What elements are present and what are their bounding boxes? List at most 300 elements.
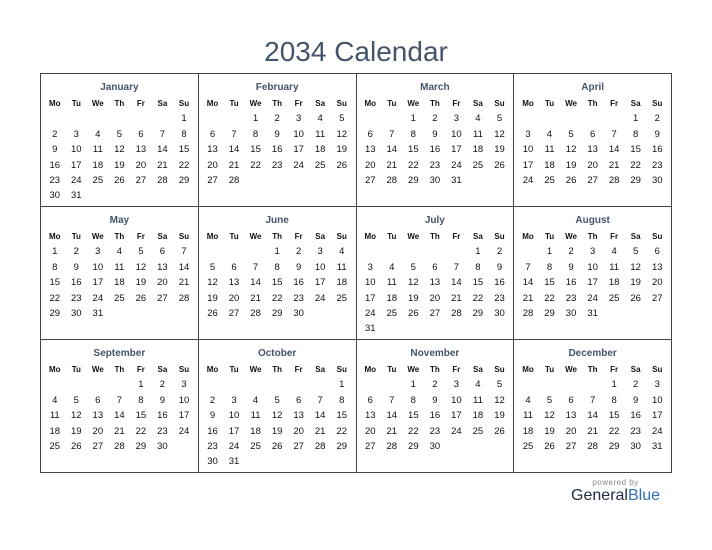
day-cell[interactable]: 30 xyxy=(429,174,441,186)
day-cell[interactable]: 3 xyxy=(654,379,660,391)
day-cell[interactable]: 16 xyxy=(271,144,283,156)
day-cell[interactable]: 7 xyxy=(231,128,237,140)
day-cell[interactable]: 21 xyxy=(314,425,326,437)
day-cell[interactable]: 28 xyxy=(587,440,598,452)
day-cell[interactable]: 8 xyxy=(274,261,280,273)
day-cell[interactable]: 12 xyxy=(408,277,419,289)
day-cell[interactable]: 3 xyxy=(73,128,79,140)
day-cell[interactable]: 18 xyxy=(336,277,348,289)
day-cell[interactable]: 19 xyxy=(135,277,147,289)
day-cell[interactable]: 12 xyxy=(336,128,348,140)
day-cell[interactable]: 9 xyxy=(274,128,280,140)
day-cell[interactable]: 31 xyxy=(92,307,104,319)
day-cell[interactable]: 19 xyxy=(630,277,641,289)
day-cell[interactable]: 1 xyxy=(274,246,280,258)
day-cell[interactable]: 16 xyxy=(494,277,505,289)
day-cell[interactable]: 10 xyxy=(293,128,304,140)
day-cell[interactable]: 15 xyxy=(271,277,283,289)
day-cell[interactable]: 26 xyxy=(135,292,147,304)
day-cell[interactable]: 15 xyxy=(544,277,555,289)
day-cell[interactable]: 5 xyxy=(496,113,503,125)
day-cell[interactable]: 15 xyxy=(472,277,484,289)
day-cell[interactable]: 11 xyxy=(544,144,555,156)
day-cell[interactable]: 6 xyxy=(138,128,144,140)
footer-logo[interactable] xyxy=(571,478,660,505)
day-cell[interactable]: 25 xyxy=(114,292,125,304)
day-cell[interactable]: 7 xyxy=(453,261,460,273)
day-cell[interactable]: 9 xyxy=(633,394,639,406)
day-cell[interactable]: 9 xyxy=(432,128,438,140)
day-cell[interactable]: 16 xyxy=(429,410,441,422)
day-cell[interactable]: 14 xyxy=(178,261,190,273)
day-cell[interactable]: 18 xyxy=(92,159,104,171)
day-cell[interactable]: 1 xyxy=(475,246,481,258)
day-cell[interactable]: 26 xyxy=(114,174,125,186)
day-cell[interactable]: 21 xyxy=(587,425,598,437)
day-cell[interactable]: 23 xyxy=(157,425,168,437)
day-cell[interactable]: 28 xyxy=(522,307,534,319)
day-cell[interactable]: 5 xyxy=(410,261,416,273)
day-cell[interactable]: 6 xyxy=(432,261,438,273)
day-cell[interactable]: 30 xyxy=(207,456,218,468)
day-cell[interactable]: 1 xyxy=(410,113,416,125)
day-cell[interactable]: 13 xyxy=(364,144,376,156)
day-cell[interactable]: 24 xyxy=(71,174,82,186)
day-cell[interactable]: 5 xyxy=(73,394,79,406)
day-cell[interactable]: 26 xyxy=(271,440,283,452)
day-cell[interactable]: 28 xyxy=(314,440,326,452)
day-cell[interactable]: 19 xyxy=(336,144,348,156)
day-cell[interactable]: 14 xyxy=(228,144,240,156)
day-cell[interactable]: 29 xyxy=(178,174,190,186)
day-cell[interactable]: 5 xyxy=(339,113,345,125)
day-cell[interactable]: 20 xyxy=(157,277,168,289)
day-cell[interactable]: 14 xyxy=(451,277,462,289)
day-cell[interactable]: 22 xyxy=(608,425,620,437)
day-cell[interactable]: 29 xyxy=(544,307,555,319)
day-cell[interactable]: 22 xyxy=(408,159,419,171)
day-cell[interactable]: 24 xyxy=(451,159,462,171)
day-cell[interactable]: 8 xyxy=(52,261,58,273)
day-cell[interactable]: 4 xyxy=(317,113,323,125)
day-cell[interactable]: 17 xyxy=(522,159,534,171)
day-cell[interactable]: 14 xyxy=(250,277,261,289)
day-cell[interactable]: 13 xyxy=(587,144,598,156)
day-cell[interactable]: 9 xyxy=(52,144,58,156)
day-cell[interactable]: 25 xyxy=(544,174,555,186)
day-cell[interactable]: 24 xyxy=(293,159,304,171)
day-cell[interactable]: 27 xyxy=(429,307,441,319)
day-cell[interactable]: 9 xyxy=(568,261,574,273)
day-cell[interactable]: 30 xyxy=(293,307,304,319)
day-cell[interactable]: 13 xyxy=(429,277,441,289)
day-cell[interactable]: 5 xyxy=(633,246,639,258)
day-cell[interactable]: 27 xyxy=(587,174,598,186)
day-cell[interactable]: 18 xyxy=(522,425,534,437)
day-cell[interactable]: 7 xyxy=(181,246,187,258)
day-cell[interactable]: 7 xyxy=(159,128,166,140)
day-cell[interactable]: 30 xyxy=(494,307,505,319)
day-cell[interactable]: 1 xyxy=(546,246,553,258)
day-cell[interactable]: 1 xyxy=(339,379,345,391)
day-cell[interactable]: 28 xyxy=(451,307,462,319)
day-cell[interactable]: 21 xyxy=(228,159,240,171)
day-cell[interactable]: 28 xyxy=(608,174,620,186)
day-cell[interactable]: 29 xyxy=(472,307,484,319)
day-cell[interactable]: 6 xyxy=(159,246,166,258)
day-cell[interactable]: 9 xyxy=(296,261,302,273)
day-cell[interactable]: 18 xyxy=(314,144,326,156)
day-cell[interactable]: 3 xyxy=(525,128,531,140)
day-cell[interactable]: 8 xyxy=(633,128,639,140)
day-cell[interactable]: 31 xyxy=(651,440,663,452)
day-cell[interactable]: 13 xyxy=(364,410,376,422)
day-cell[interactable]: 10 xyxy=(522,144,534,156)
day-cell[interactable]: 19 xyxy=(408,292,419,304)
day-cell[interactable]: 26 xyxy=(408,307,419,319)
day-cell[interactable]: 29 xyxy=(336,440,348,452)
day-cell[interactable]: 23 xyxy=(293,292,304,304)
day-cell[interactable]: 25 xyxy=(472,425,484,437)
day-cell[interactable]: 28 xyxy=(386,440,398,452)
day-cell[interactable]: 16 xyxy=(157,410,168,422)
day-cell[interactable]: 22 xyxy=(178,159,190,171)
day-cell[interactable]: 6 xyxy=(589,128,596,140)
day-cell[interactable]: 2 xyxy=(496,246,503,258)
day-cell[interactable]: 29 xyxy=(49,307,61,319)
day-cell[interactable]: 8 xyxy=(410,128,416,140)
day-cell[interactable]: 14 xyxy=(386,410,398,422)
day-cell[interactable]: 28 xyxy=(386,174,398,186)
day-cell[interactable]: 2 xyxy=(73,246,79,258)
day-cell[interactable]: 4 xyxy=(95,128,101,140)
day-cell[interactable]: 19 xyxy=(114,159,125,171)
day-cell[interactable]: 23 xyxy=(429,425,441,437)
day-cell[interactable]: 18 xyxy=(250,425,261,437)
day-cell[interactable]: 30 xyxy=(630,440,641,452)
day-cell[interactable]: 17 xyxy=(178,410,190,422)
day-cell[interactable]: 23 xyxy=(651,159,663,171)
day-cell[interactable]: 31 xyxy=(587,307,598,319)
day-cell[interactable]: 2 xyxy=(654,113,660,125)
day-cell[interactable]: 17 xyxy=(451,144,462,156)
day-cell[interactable]: 30 xyxy=(71,307,82,319)
day-cell[interactable]: 31 xyxy=(71,190,82,202)
day-cell[interactable]: 19 xyxy=(71,425,82,437)
day-cell[interactable]: 1 xyxy=(611,379,617,391)
day-cell[interactable]: 28 xyxy=(250,307,261,319)
day-cell[interactable]: 9 xyxy=(432,394,438,406)
day-cell[interactable]: 4 xyxy=(475,113,481,125)
day-cell[interactable]: 29 xyxy=(271,307,283,319)
day-cell[interactable]: 7 xyxy=(389,128,395,140)
day-cell[interactable]: 21 xyxy=(386,425,398,437)
day-cell[interactable]: 4 xyxy=(52,394,58,406)
day-cell[interactable]: 22 xyxy=(472,292,484,304)
day-cell[interactable]: 3 xyxy=(589,246,596,258)
day-cell[interactable]: 18 xyxy=(114,277,125,289)
day-cell[interactable]: 20 xyxy=(228,292,240,304)
day-cell[interactable]: 13 xyxy=(207,144,218,156)
day-cell[interactable]: 25 xyxy=(522,440,534,452)
day-cell[interactable]: 10 xyxy=(451,128,462,140)
day-cell[interactable]: 25 xyxy=(608,292,620,304)
day-cell[interactable]: 16 xyxy=(71,277,82,289)
day-cell[interactable]: 18 xyxy=(386,292,398,304)
day-cell[interactable]: 27 xyxy=(207,174,218,186)
day-cell[interactable]: 10 xyxy=(314,261,326,273)
day-cell[interactable]: 3 xyxy=(181,379,187,391)
day-cell[interactable]: 7 xyxy=(317,394,323,406)
day-cell[interactable]: 20 xyxy=(207,159,218,171)
day-cell[interactable]: 21 xyxy=(522,292,534,304)
day-cell[interactable]: 11 xyxy=(386,277,397,289)
day-cell[interactable]: 24 xyxy=(178,425,190,437)
day-cell[interactable]: 17 xyxy=(587,277,598,289)
day-cell[interactable]: 20 xyxy=(92,425,104,437)
day-cell[interactable]: 26 xyxy=(494,159,505,171)
day-cell[interactable]: 14 xyxy=(386,144,398,156)
day-cell[interactable]: 1 xyxy=(138,379,144,391)
day-cell[interactable]: 15 xyxy=(250,144,261,156)
day-cell[interactable]: 12 xyxy=(544,410,555,422)
day-cell[interactable]: 9 xyxy=(209,410,216,422)
day-cell[interactable]: 14 xyxy=(114,410,125,422)
day-cell[interactable]: 23 xyxy=(429,159,441,171)
day-cell[interactable]: 13 xyxy=(565,410,577,422)
day-cell[interactable]: 3 xyxy=(95,246,101,258)
day-cell[interactable]: 4 xyxy=(339,246,345,258)
day-cell[interactable]: 23 xyxy=(494,292,505,304)
day-cell[interactable]: 16 xyxy=(630,410,641,422)
day-cell[interactable]: 8 xyxy=(181,128,187,140)
day-cell[interactable]: 30 xyxy=(49,190,61,202)
day-cell[interactable]: 4 xyxy=(525,394,531,406)
day-cell[interactable]: 26 xyxy=(544,440,555,452)
day-cell[interactable]: 2 xyxy=(432,379,438,391)
day-cell[interactable]: 17 xyxy=(228,425,240,437)
day-cell[interactable]: 26 xyxy=(71,440,82,452)
day-cell[interactable]: 15 xyxy=(408,410,419,422)
day-cell[interactable]: 1 xyxy=(410,379,416,391)
day-cell[interactable]: 4 xyxy=(116,246,123,258)
day-cell[interactable]: 5 xyxy=(138,246,144,258)
day-cell[interactable]: 3 xyxy=(453,379,460,391)
day-cell[interactable]: 6 xyxy=(367,394,373,406)
day-cell[interactable]: 21 xyxy=(157,159,168,171)
day-cell[interactable]: 19 xyxy=(544,425,555,437)
day-cell[interactable]: 12 xyxy=(494,128,505,140)
day-cell[interactable]: 9 xyxy=(496,261,503,273)
day-cell[interactable]: 9 xyxy=(73,261,79,273)
day-cell[interactable]: 1 xyxy=(252,113,259,125)
day-cell[interactable]: 10 xyxy=(92,261,104,273)
day-cell[interactable]: 3 xyxy=(453,113,460,125)
day-cell[interactable]: 19 xyxy=(565,159,577,171)
day-cell[interactable]: 25 xyxy=(92,174,104,186)
day-cell[interactable]: 26 xyxy=(207,307,218,319)
day-cell[interactable]: 16 xyxy=(293,277,304,289)
day-cell[interactable]: 17 xyxy=(314,277,326,289)
day-cell[interactable]: 30 xyxy=(157,440,168,452)
day-cell[interactable]: 27 xyxy=(228,307,240,319)
day-cell[interactable]: 1 xyxy=(52,246,58,258)
day-cell[interactable]: 5 xyxy=(568,128,574,140)
day-cell[interactable]: 8 xyxy=(410,394,416,406)
day-cell[interactable]: 14 xyxy=(314,410,326,422)
day-cell[interactable]: 24 xyxy=(451,425,462,437)
day-cell[interactable]: 8 xyxy=(252,128,259,140)
day-cell[interactable]: 6 xyxy=(568,394,574,406)
day-cell[interactable]: 24 xyxy=(651,425,663,437)
day-cell[interactable]: 31 xyxy=(364,323,376,335)
day-cell[interactable]: 18 xyxy=(544,159,555,171)
day-cell[interactable]: 5 xyxy=(546,394,553,406)
day-cell[interactable]: 8 xyxy=(611,394,617,406)
day-cell[interactable]: 4 xyxy=(389,261,395,273)
day-cell[interactable]: 28 xyxy=(157,174,168,186)
day-cell[interactable]: 17 xyxy=(293,144,304,156)
day-cell[interactable]: 23 xyxy=(207,440,218,452)
day-cell[interactable]: 16 xyxy=(49,159,61,171)
day-cell[interactable]: 2 xyxy=(209,394,216,406)
day-cell[interactable]: 19 xyxy=(271,425,283,437)
day-cell[interactable]: 20 xyxy=(587,159,598,171)
day-cell[interactable]: 13 xyxy=(228,277,240,289)
day-cell[interactable]: 16 xyxy=(429,144,441,156)
day-cell[interactable]: 27 xyxy=(293,440,304,452)
day-cell[interactable]: 29 xyxy=(630,174,641,186)
day-cell[interactable]: 18 xyxy=(472,410,484,422)
day-cell[interactable]: 9 xyxy=(654,128,660,140)
day-cell[interactable]: 25 xyxy=(49,440,61,452)
day-cell[interactable]: 16 xyxy=(207,425,218,437)
day-cell[interactable]: 6 xyxy=(654,246,660,258)
day-cell[interactable]: 9 xyxy=(159,394,166,406)
day-cell[interactable]: 23 xyxy=(630,425,641,437)
day-cell[interactable]: 12 xyxy=(565,144,577,156)
day-cell[interactable]: 22 xyxy=(630,159,641,171)
day-cell[interactable]: 11 xyxy=(336,261,347,273)
day-cell[interactable]: 11 xyxy=(473,128,483,140)
day-cell[interactable]: 11 xyxy=(92,144,103,156)
day-cell[interactable]: 20 xyxy=(364,425,376,437)
day-cell[interactable]: 22 xyxy=(336,425,348,437)
day-cell[interactable]: 29 xyxy=(408,440,419,452)
day-cell[interactable]: 7 xyxy=(589,394,596,406)
day-cell[interactable]: 14 xyxy=(157,144,168,156)
day-cell[interactable]: 4 xyxy=(252,394,259,406)
day-cell[interactable]: 1 xyxy=(633,113,639,125)
day-cell[interactable]: 27 xyxy=(565,440,577,452)
day-cell[interactable]: 6 xyxy=(367,128,373,140)
day-cell[interactable]: 21 xyxy=(250,292,261,304)
day-cell[interactable]: 26 xyxy=(336,159,348,171)
day-cell[interactable]: 11 xyxy=(473,394,483,406)
day-cell[interactable]: 5 xyxy=(496,379,503,391)
day-cell[interactable]: 15 xyxy=(178,144,190,156)
day-cell[interactable]: 26 xyxy=(494,425,505,437)
day-cell[interactable]: 5 xyxy=(274,394,280,406)
day-cell[interactable]: 10 xyxy=(228,410,240,422)
day-cell[interactable]: 1 xyxy=(181,113,187,125)
day-cell[interactable]: 15 xyxy=(135,410,147,422)
day-cell[interactable]: 10 xyxy=(651,394,663,406)
day-cell[interactable]: 15 xyxy=(630,144,641,156)
day-cell[interactable]: 8 xyxy=(475,261,481,273)
day-cell[interactable]: 2 xyxy=(159,379,166,391)
day-cell[interactable]: 2 xyxy=(52,128,58,140)
day-cell[interactable]: 20 xyxy=(565,425,577,437)
day-cell[interactable]: 6 xyxy=(95,394,101,406)
day-cell[interactable]: 4 xyxy=(546,128,553,140)
day-cell[interactable]: 19 xyxy=(494,144,505,156)
day-cell[interactable]: 7 xyxy=(525,261,531,273)
day-cell[interactable]: 15 xyxy=(49,277,61,289)
day-cell[interactable]: 2 xyxy=(432,113,438,125)
day-cell[interactable]: 27 xyxy=(651,292,663,304)
day-cell[interactable]: 11 xyxy=(49,410,60,422)
day-cell[interactable]: 13 xyxy=(135,144,147,156)
day-cell[interactable]: 18 xyxy=(608,277,620,289)
day-cell[interactable]: 17 xyxy=(364,292,376,304)
day-cell[interactable]: 12 xyxy=(114,144,125,156)
day-cell[interactable]: 11 xyxy=(609,261,620,273)
day-cell[interactable]: 14 xyxy=(522,277,534,289)
day-cell[interactable]: 16 xyxy=(651,144,663,156)
day-cell[interactable]: 27 xyxy=(135,174,147,186)
day-cell[interactable]: 20 xyxy=(364,159,376,171)
day-cell[interactable]: 2 xyxy=(568,246,574,258)
day-cell[interactable]: 24 xyxy=(587,292,598,304)
day-cell[interactable]: 17 xyxy=(651,410,663,422)
day-cell[interactable]: 12 xyxy=(135,261,147,273)
day-cell[interactable]: 21 xyxy=(178,277,190,289)
day-cell[interactable]: 19 xyxy=(494,410,505,422)
day-cell[interactable]: 6 xyxy=(209,128,216,140)
day-cell[interactable]: 17 xyxy=(451,410,462,422)
day-cell[interactable]: 27 xyxy=(364,174,376,186)
day-cell[interactable]: 21 xyxy=(386,159,398,171)
day-cell[interactable]: 20 xyxy=(429,292,441,304)
day-cell[interactable]: 8 xyxy=(138,394,144,406)
day-cell[interactable]: 3 xyxy=(231,394,237,406)
day-cell[interactable]: 4 xyxy=(475,379,481,391)
day-cell[interactable]: 5 xyxy=(116,128,123,140)
day-cell[interactable]: 6 xyxy=(231,261,237,273)
day-cell[interactable]: 23 xyxy=(49,174,61,186)
day-cell[interactable]: 22 xyxy=(408,425,419,437)
day-cell[interactable]: 20 xyxy=(651,277,663,289)
day-cell[interactable]: 5 xyxy=(209,261,216,273)
day-cell[interactable]: 24 xyxy=(314,292,326,304)
day-cell[interactable]: 19 xyxy=(207,292,218,304)
day-cell[interactable]: 30 xyxy=(429,440,441,452)
day-cell[interactable]: 28 xyxy=(178,292,190,304)
day-cell[interactable]: 28 xyxy=(228,174,240,186)
day-cell[interactable]: 11 xyxy=(250,410,261,422)
day-cell[interactable]: 29 xyxy=(408,174,419,186)
day-cell[interactable]: 12 xyxy=(494,394,505,406)
day-cell[interactable]: 31 xyxy=(451,174,462,186)
day-cell[interactable]: 24 xyxy=(92,292,104,304)
day-cell[interactable]: 11 xyxy=(523,410,533,422)
day-cell[interactable]: 25 xyxy=(386,307,398,319)
day-cell[interactable]: 29 xyxy=(608,440,620,452)
day-cell[interactable]: 15 xyxy=(336,410,348,422)
day-cell[interactable]: 10 xyxy=(451,394,462,406)
day-cell[interactable]: 29 xyxy=(135,440,147,452)
